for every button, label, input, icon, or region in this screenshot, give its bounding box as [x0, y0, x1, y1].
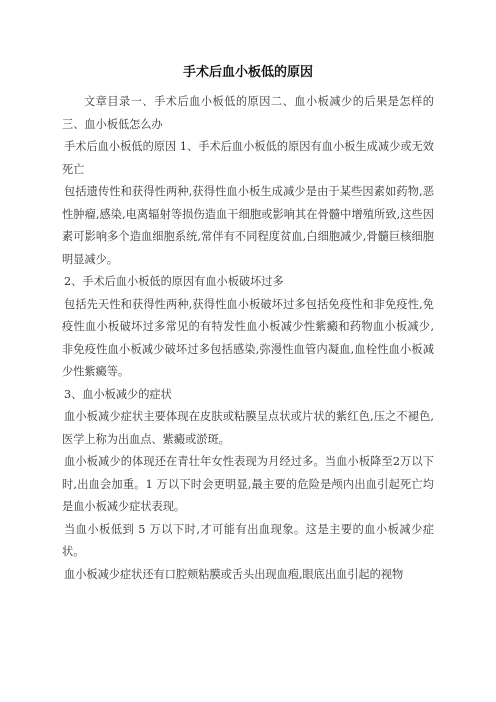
- paragraph-cause-1-detail: 包括遗传性和获得性两种,获得性血小板生成减少是由于某些因素如药物,恶性肿瘤,感染,电离辐射等损伤造血干细胞或影响其在骨髓中增殖所致,这些因素可影响多个造血细胞系统,常伴有不同程度贫血,白细胞减少,骨髓巨核细胞明显减少。: [62, 185, 434, 266]
- paragraph-cause-1-heading: 手术后血小板低的原因 1、手术后血小板低的原因有血小板生成减少或无效死亡: [62, 140, 434, 176]
- paragraph-symptoms-threshold: 当血小板低到 5 万以下时,才可能有出血现象。这是主要的血小板减少症状。: [62, 522, 434, 558]
- paragraph-cause-2-detail: 包括先天性和获得性两种,获得性血小板破坏过多包括免疫性和非免疫性,免疫性血小板破坏过多常见的有特发性血小板减少性紫癜和药物血小板减少,非免疫性血小板减少破坏过多包括感染,弥漫性血管内凝血,血栓性血小板减少性紫癜等。: [62, 297, 434, 378]
- document-title: 手术后血小板低的原因: [182, 65, 313, 80]
- paragraph-symptoms-skin: 血小板减少症状主要体现在皮肤或粘膜呈点状或片状的紫红色,压之不褪色,医学上称为出血点、紫癜或淤斑。: [62, 410, 434, 446]
- paragraph-table-of-contents: 文章目录一、手术后血小板低的原因二、血小板减少的后果是怎样的三、血小板低怎么办: [62, 95, 434, 131]
- document-body: [62, 91, 434, 586]
- paragraph-symptoms-bleeding: 血小板减少的体现还在青壮年女性表现为月经过多。当血小板降至2万以下时,出血会加重。1 万以下时会更明显,最主要的危险是颅内出血引起死亡均是血小板减少症状表现。: [62, 455, 434, 513]
- paragraph-symptoms-heading: 3、血小板减少的症状: [64, 387, 172, 401]
- paragraph-symptoms-oral: 血小板减少症状还有口腔颊粘膜或舌头出现血疱,眼底出血引起的视物: [64, 567, 404, 581]
- paragraph-cause-2-heading: 2、手术后血小板低的原因有血小板破坏过多: [64, 275, 284, 288]
